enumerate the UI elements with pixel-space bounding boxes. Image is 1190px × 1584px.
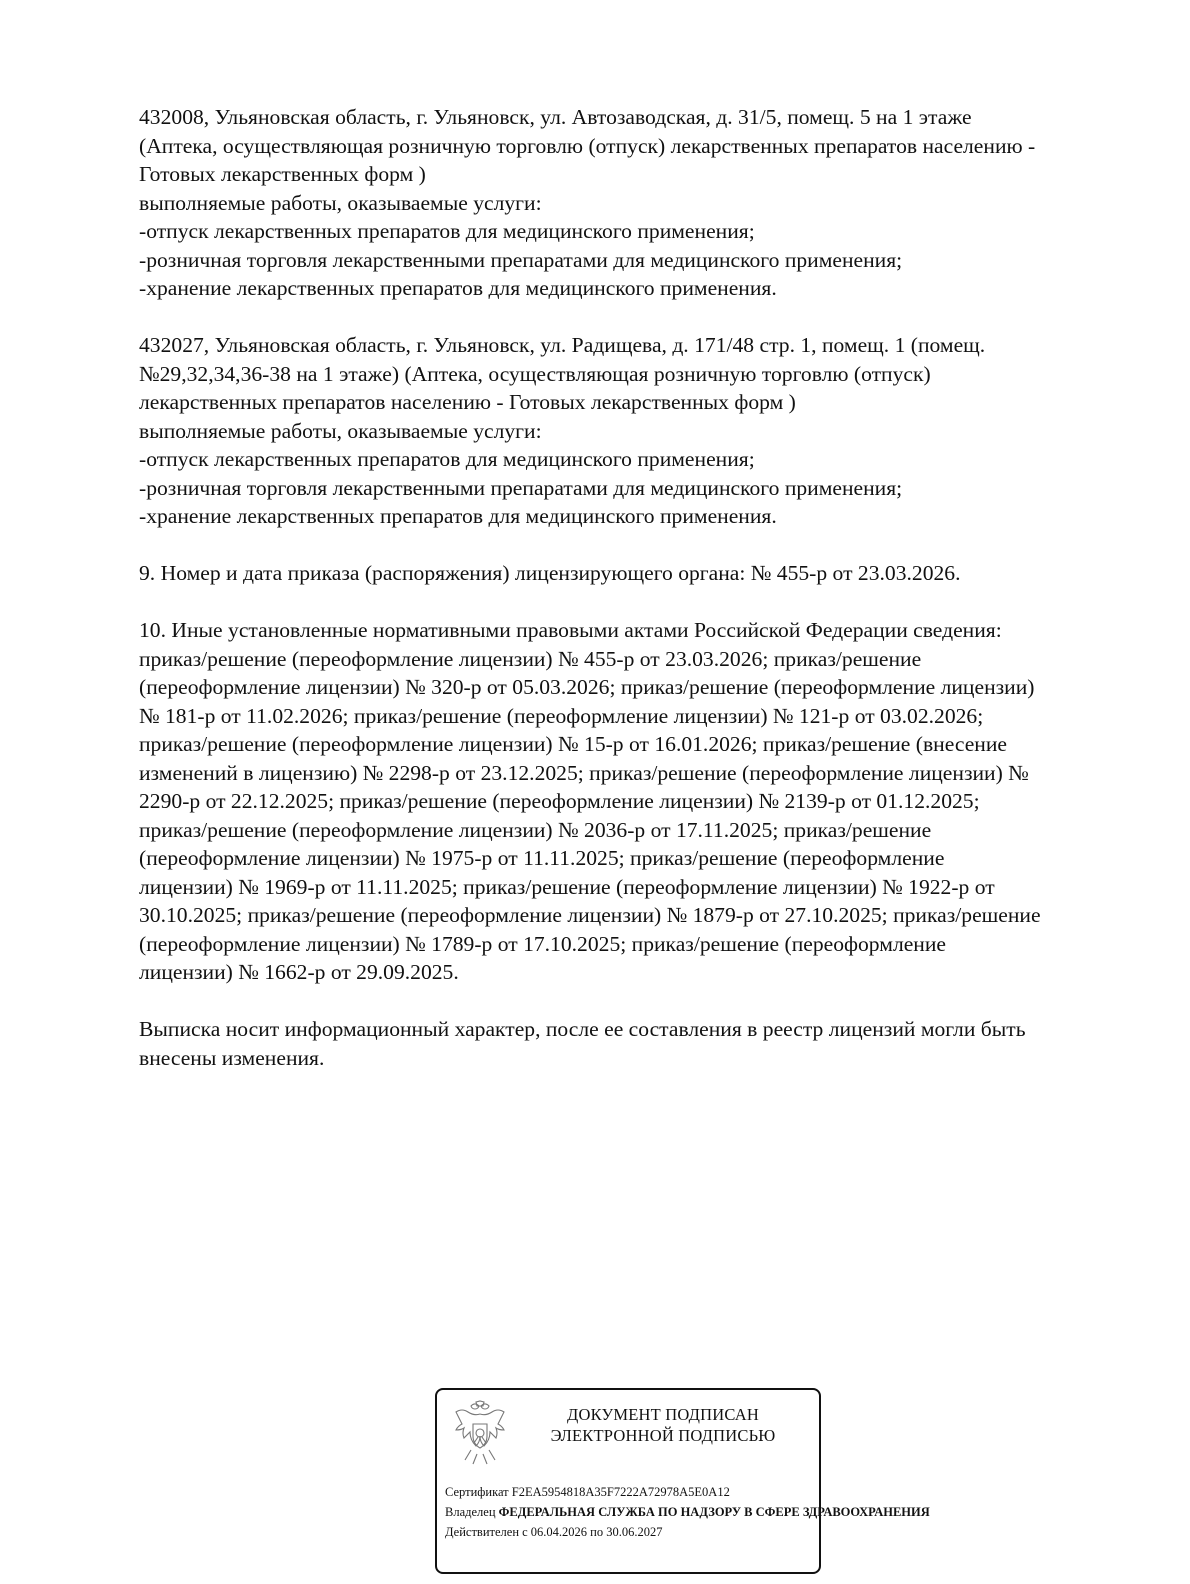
text-line: (переоформление лицензии) № 1975-р от 11.11.2025; приказ/решение (переоформление <box>139 846 945 870</box>
disclaimer <box>139 1015 1129 1072</box>
text-line: Выписка носит информационный характер, после ее составления в реестр лицензий могли быть <box>139 1017 1026 1041</box>
paragraph-gap <box>139 987 1129 1016</box>
text-line: -отпуск лекарственных препаратов для медицинского применения; <box>139 219 755 243</box>
paragraph-gap <box>139 531 1129 560</box>
text-line: выполняемые работы, оказываемые услуги: <box>139 418 542 443</box>
section-10-other-info <box>139 616 1129 987</box>
owner-row <box>445 1502 930 1522</box>
text-line: 432008, Ульяновская область, г. Ульяновск, ул. Автозаводская, д. 31/5, помещ. 5 на 1 этаже <box>139 105 972 129</box>
text-line: выполняемые работы, оказываемые услуги: <box>139 190 542 215</box>
text-line: 30.10.2025; приказ/решение (переоформление лицензии) № 1879-р от 27.10.2025; приказ/решение <box>139 903 1041 927</box>
russian-coat-of-arms-icon <box>449 1400 511 1466</box>
stamp-title-line: ЭЛЕКТРОННОЙ ПОДПИСЬЮ <box>550 1426 776 1445</box>
paragraph <box>139 1015 1129 1072</box>
text-line: -отпуск лекарственных препаратов для медицинского применения; <box>139 447 755 471</box>
text-line: лицензии) № 1969-р от 11.11.2025; приказ/решение (переоформление лицензии) № 1922-р от <box>139 874 995 899</box>
paragraph <box>139 103 1129 303</box>
text-line: -хранение лекарственных препаратов для медицинского применения. <box>139 504 777 528</box>
stamp-title-line: ДОКУМЕНТ ПОДПИСАН <box>567 1405 759 1424</box>
address-block-1 <box>139 103 1129 303</box>
paragraph-gap <box>139 588 1129 617</box>
text-line: № 181-р от 11.02.2026; приказ/решение (переоформление лицензии) № 121-р от 03.02.2026; <box>139 703 984 728</box>
stamp-details <box>445 1482 930 1542</box>
paragraph-gap <box>139 303 1129 332</box>
text-line: (Аптека, осуществляющая розничную торговлю (отпуск) лекарственных препаратов населению - <box>139 133 1036 158</box>
text-line: 2290-р от 22.12.2025; приказ/решение (переоформление лицензии) № 2139-р от 01.12.2025; <box>139 789 980 813</box>
text-line: внесены изменения. <box>139 1045 325 1070</box>
validity-row <box>445 1522 845 1542</box>
text-line: приказ/решение (переоформление лицензии) № 455-р от 23.03.2026; приказ/решение <box>139 646 922 671</box>
certificate-row <box>445 1482 845 1502</box>
text-line: 9. Номер и дата приказа (распоряжения) лицензирующего органа: № 455-р от 23.03.2026. <box>139 561 961 585</box>
certificate-value: F2EA5954818A35F7222A72978A5E0A12 <box>511 1485 730 1499</box>
text-line: (переоформление лицензии) № 1789-р от 17.10.2025; приказ/решение (переоформление <box>139 931 947 956</box>
paragraph <box>139 559 1129 588</box>
text-line: -хранение лекарственных препаратов для медицинского применения. <box>139 276 777 300</box>
owner-label: Владелец <box>445 1505 496 1519</box>
text-line: -розничная торговля лекарственными препаратами для медицинского применения; <box>139 247 903 272</box>
section-9-order-number <box>139 559 1129 588</box>
text-line: лицензии) № 1662-р от 29.09.2025. <box>139 960 459 984</box>
owner-value: ФЕДЕРАЛЬНАЯ СЛУЖБА ПО НАДЗОРУ В СФЕРЕ ЗДРАВООХРАНЕНИЯ <box>498 1505 930 1519</box>
text-line: лекарственных препаратов населению - Готовых лекарственных форм ) <box>139 390 796 414</box>
text-line: Готовых лекарственных форм ) <box>139 162 426 186</box>
address-block-2 <box>139 331 1129 531</box>
text-line: 432027, Ульяновская область, г. Ульяновск, ул. Радищева, д. 171/48 стр. 1, помещ. 1 (помещ. <box>139 333 986 357</box>
stamp-title <box>523 1404 803 1446</box>
paragraph <box>139 331 1129 531</box>
text-line: изменений в лицензию) № 2298-р от 23.12.2025; приказ/решение (переоформление лицензии) № <box>139 760 1029 785</box>
certificate-label: Сертификат <box>445 1485 509 1499</box>
paragraph <box>139 616 1129 987</box>
text-line: приказ/решение (переоформление лицензии) № 2036-р от 17.11.2025; приказ/решение <box>139 817 932 842</box>
validity-text: Действителен с 06.04.2026 по 30.06.2027 <box>445 1525 663 1539</box>
electronic-signature-stamp <box>435 1388 930 1574</box>
text-line: 10. Иные установленные нормативными правовыми актами Российской Федерации сведения: <box>139 618 1002 642</box>
text-line: (переоформление лицензии) № 320-р от 05.03.2026; приказ/решение (переоформление лицензии) <box>139 675 1035 699</box>
text-line: -розничная торговля лекарственными препаратами для медицинского применения; <box>139 475 903 500</box>
text-line: №29,32,34,36-38 на 1 этаже) (Аптека, осуществляющая розничную торговлю (отпуск) <box>139 361 931 386</box>
text-line: приказ/решение (переоформление лицензии) № 15-р от 16.01.2026; приказ/решение (внесение <box>139 732 1007 756</box>
document-body <box>139 103 1129 1072</box>
